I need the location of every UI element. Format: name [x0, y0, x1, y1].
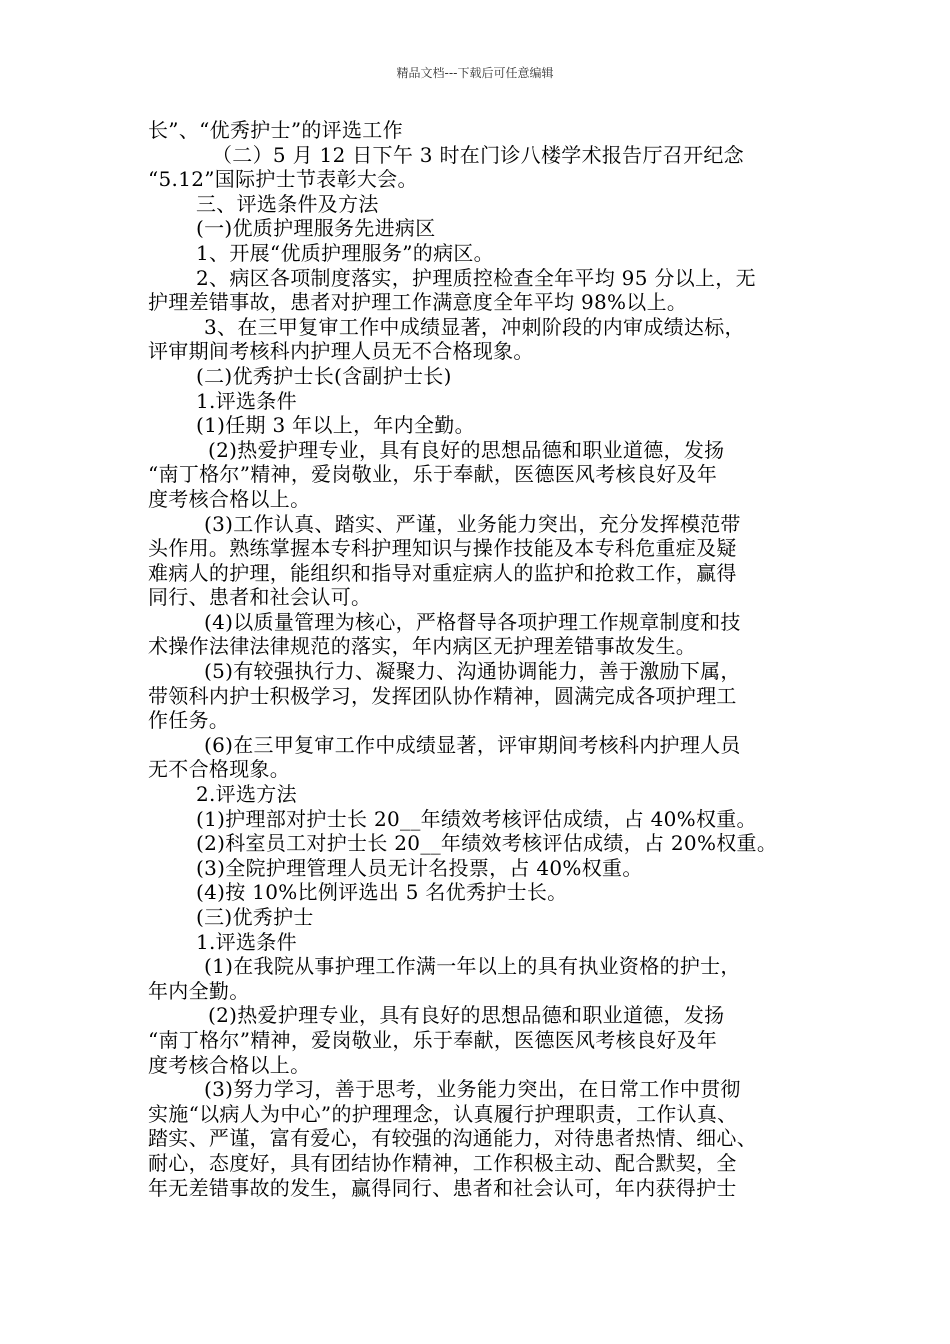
text-line: (一)优质护理服务先进病区	[196, 216, 436, 241]
text-line: 年内全勤。	[148, 978, 250, 1003]
text-line: (4)以质量管理为核心，严格督导各项护理工作规章制度和技	[204, 609, 741, 634]
document-body	[148, 118, 813, 1200]
text-line: 头作用。熟练掌握本专科护理知识与操作技能及本专科危重症及疑	[148, 536, 737, 561]
text-line: 护理差错事故，患者对护理工作满意度全年平均 98%以上。	[148, 290, 688, 315]
text-line: 1.评选条件	[196, 388, 297, 413]
text-line: (1)任期 3 年以上，年内全勤。	[196, 413, 475, 438]
text-line: (6)在三甲复审工作中成绩显著，评审期间考核科内护理人员	[204, 732, 741, 757]
text-line: 三、评选条件及方法	[196, 191, 379, 216]
text-line: 同行、患者和社会认可。	[148, 585, 372, 610]
text-line: 1.评选条件	[196, 929, 297, 954]
text-line: 作任务。	[148, 708, 230, 733]
text-line: “南丁格尔”精神，爱岗敬业，乐于奉献，医德医风考核良好及年	[148, 462, 718, 487]
text-line: 术操作法律法律规范的落实，年内病区无护理差错事故发生。	[148, 634, 697, 659]
text-line: 长”、“优秀护士”的评选工作	[148, 118, 403, 142]
text-line: 评审期间考核科内护理人员无不合格现象。	[148, 339, 534, 364]
text-line: 度考核合格以上。	[148, 1052, 311, 1077]
text-line: （二）5 月 12 日下午 3 时在门诊八楼学术报告厅召开纪念	[212, 142, 744, 167]
text-line: 实施“以病人为中心”的护理理念，认真履行护理职责，工作认真、	[148, 1101, 738, 1126]
text-line: 踏实、严谨，富有爱心，有较强的沟通能力，对待患者热情、细心、	[148, 1126, 757, 1151]
text-line: (1)护理部对护士长 20__年绩效考核评估成绩，占 40%权重。	[196, 806, 757, 831]
text-line: (2)热爱护理专业，具有良好的思想品德和职业道德，发扬	[208, 1003, 725, 1028]
text-line: (2)科室员工对护士长 20__年绩效考核评估成绩，占 20%权重。	[196, 831, 778, 856]
page-header: 精品文档---下载后可任意编辑	[396, 66, 554, 80]
text-line: (4)按 10%比例评选出 5 名优秀护士长。	[196, 880, 568, 905]
text-line: 2.评选方法	[196, 782, 297, 807]
text-line: (3)努力学习，善于思考，业务能力突出，在日常工作中贯彻	[204, 1077, 741, 1102]
text-line: 难病人的护理，能组织和指导对重症病人的监护和抢救工作，赢得	[148, 560, 737, 585]
text-line: 2、病区各项制度落实，护理质控检查全年平均 95 分以上，无	[196, 265, 756, 290]
text-line: 年无差错事故的发生，赢得同行、患者和社会认可，年内获得护士	[148, 1175, 737, 1200]
text-line: 3、在三甲复审工作中成绩显著，冲刺阶段的内审成绩达标，	[204, 314, 745, 339]
text-line: (3)工作认真、踏实、严谨，业务能力突出，充分发挥模范带	[204, 511, 741, 536]
text-line: “5.12”国际护士节表彰大会。	[148, 167, 418, 192]
text-line: 度考核合格以上。	[148, 486, 311, 511]
text-line: (三)优秀护士	[196, 905, 314, 929]
text-line: 1、开展“优质护理服务”的病区。	[196, 240, 494, 265]
text-line: (1)在我院从事护理工作满一年以上的具有执业资格的护士，	[204, 954, 741, 979]
text-line: “南丁格尔”精神，爱岗敬业，乐于奉献，医德医风考核良好及年	[148, 1027, 718, 1052]
text-line: (5)有较强执行力、凝聚力、沟通协调能力，善于激励下属，	[204, 659, 741, 684]
text-line: 无不合格现象。	[148, 757, 291, 782]
text-line: 耐心，态度好，具有团结协作精神，工作积极主动、配合默契，全	[148, 1150, 737, 1175]
text-line: (3)全院护理管理人员无计名投票，占 40%权重。	[196, 855, 643, 880]
text-line: 带领科内护士积极学习，发挥团队协作精神，圆满完成各项护理工	[148, 683, 737, 708]
text-line: (2)热爱护理专业，具有良好的思想品德和职业道德，发扬	[208, 437, 725, 462]
text-line: (二)优秀护士长(含副护士长)	[196, 363, 452, 388]
